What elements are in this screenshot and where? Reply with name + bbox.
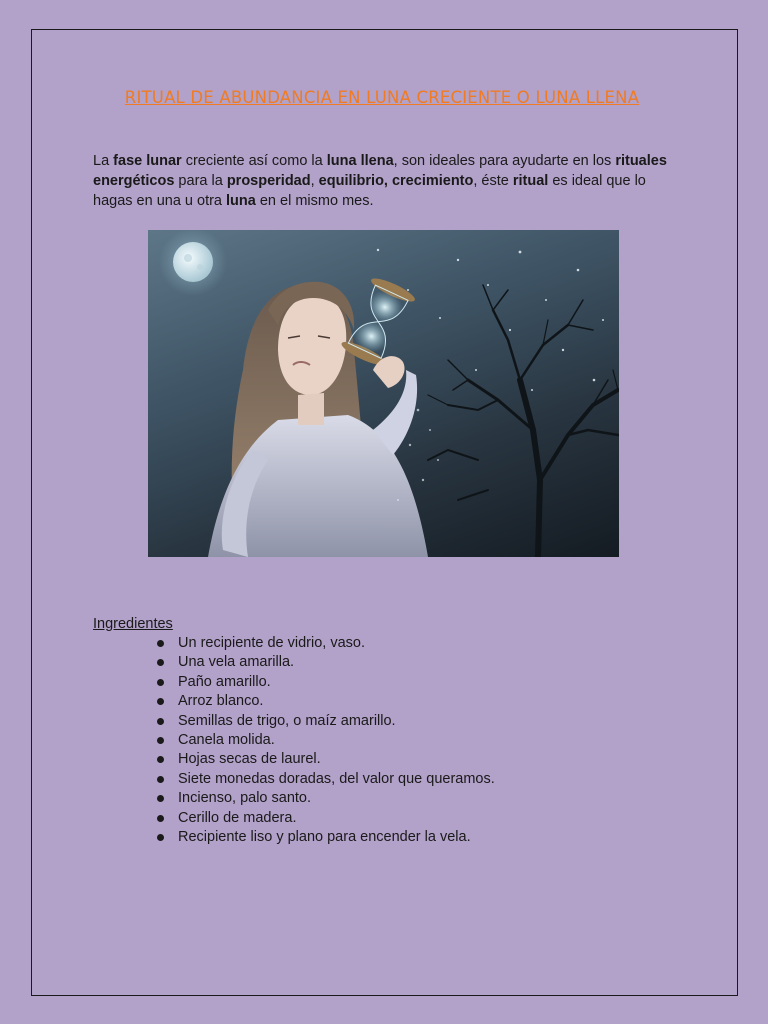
bare-tree: [428, 285, 618, 557]
ingredient-item: Siete monedas doradas, del valor que queramos.: [152, 770, 495, 789]
page-title: RITUAL DE ABUNDANCIA EN LUNA CRECIENTE O LUNA LLENA: [124, 88, 640, 107]
intro-text: , son ideales para ayudarte en los: [393, 153, 616, 169]
intro-paragraph: [93, 151, 673, 211]
stars: [377, 249, 604, 391]
ingredient-item: Una vela amarilla.: [152, 653, 495, 672]
moon-icon: [173, 242, 213, 282]
intro-bold-text: fase lunar: [113, 153, 182, 169]
ingredient-item: Paño amarillo.: [152, 673, 495, 692]
ingredient-item: Canela molida.: [152, 731, 495, 750]
intro-text: , éste: [473, 173, 513, 189]
moon-woman-illustration: [148, 230, 619, 557]
intro-text: La: [93, 153, 114, 169]
ingredient-item: Un recipiente de vidrio, vaso.: [152, 634, 495, 653]
intro-text: en el mismo mes.: [255, 193, 374, 209]
ingredient-item: Incienso, palo santo.: [152, 789, 495, 808]
intro-text: es ideal que lo hagas en una u otra: [93, 173, 646, 209]
intro-bold-text: luna llena: [326, 153, 394, 169]
ingredients-heading: Ingredientes: [93, 616, 173, 632]
intro-bold-text: ritual: [512, 173, 549, 189]
intro-bold-text: prosperidad: [226, 173, 311, 189]
intro-bold-text: rituales energéticos: [93, 153, 667, 189]
ingredient-item: Hojas secas de laurel.: [152, 750, 495, 769]
ingredients-list: [152, 634, 495, 847]
intro-text: creciente así como la: [181, 153, 327, 169]
ingredient-item: Recipiente liso y plano para encender la vela.: [152, 828, 495, 847]
intro-bold-text: equilibrio, crecimiento: [318, 173, 474, 189]
intro-bold-text: luna: [226, 193, 256, 209]
intro-text: ,: [310, 173, 319, 189]
ingredient-item: Semillas de trigo, o maíz amarillo.: [152, 712, 495, 731]
intro-text: para la: [174, 173, 227, 189]
document-page: [31, 29, 738, 996]
ingredient-item: Cerillo de madera.: [152, 809, 495, 828]
ingredient-item: Arroz blanco.: [152, 692, 495, 711]
